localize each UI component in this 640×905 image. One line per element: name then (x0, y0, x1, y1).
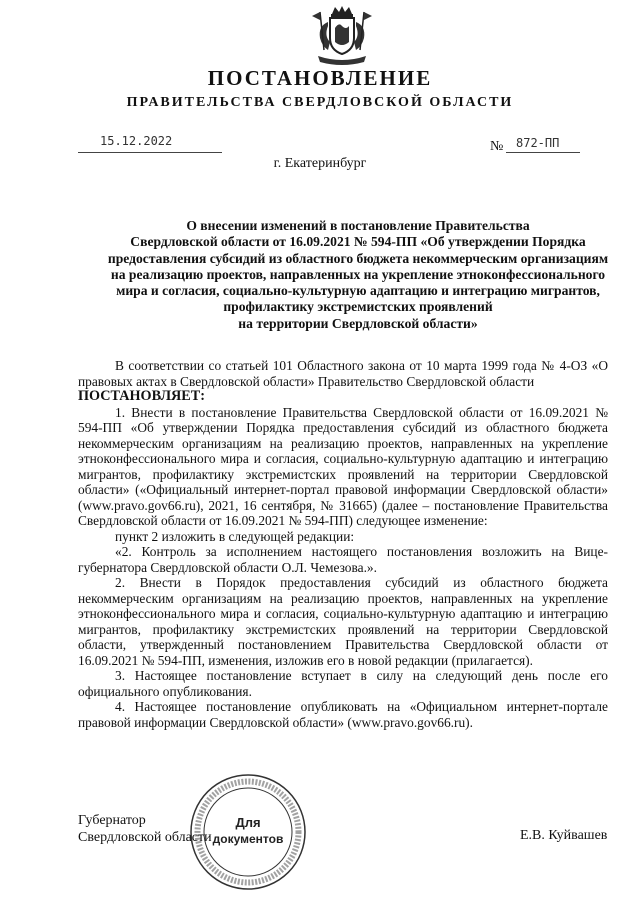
item-1-quote: «2. Контроль за исполнением настоящего постановления возложить на Вице-губернатора Свердловской области О.Л. Чемезова.». (78, 544, 608, 575)
item-3: 3. Настоящее постановление вступает в силу на следующий день после его официального опубликования. (78, 668, 608, 699)
round-stamp-icon (188, 772, 308, 892)
signature-title-line-1: Губернатор (78, 813, 146, 828)
date-underline (78, 152, 222, 153)
coat-of-arms-icon (306, 4, 378, 70)
signature-name: Е.В. Куйвашев (520, 828, 608, 843)
document-type: ПОСТАНОВЛЕНИЕ (207, 66, 433, 90)
item-1-sub: пункт 2 изложить в следующей редакции: (115, 528, 355, 544)
title-line: мира и согласия, социально-культурную адаптацию и интеграцию мигрантов, (116, 283, 600, 299)
stamp-line-2: документов (212, 832, 284, 846)
stamp-line-1: Для (235, 815, 261, 830)
item-2: 2. Внести в Порядок предоставления субсидий из областного бюджета некоммерческим организациям на реализацию проектов, направленных на укрепление этноконфессионального мира и согласия, социально-культурную адаптацию и интеграцию мигрантов, профилактику экстремистских проявлений на территории Свердловской области, утвержденный постановлением Правительства Свердловской области от 16.09.2021 № 594-ПП, изменения, изложив его в новой редакции (прилагается). (78, 575, 608, 668)
title-line: профилактику экстремистских проявлений (223, 299, 493, 315)
document-date: 15.12.2022 (100, 134, 173, 148)
title-line: на территории Свердловской области» (238, 315, 478, 331)
issuer: ПРАВИТЕЛЬСТВА СВЕРДЛОВСКОЙ ОБЛАСТИ (126, 95, 514, 110)
title-line: предоставления субсидий из областного бюджета некоммерческим организациям (107, 250, 609, 266)
title-line: Свердловской области от 16.09.2021 № 594-ПП «Об утверждении Порядка (130, 234, 586, 250)
number-underline (506, 152, 580, 153)
item-4: 4. Настоящее постановление опубликовать на «Официальном интернет-портале правовой информации Свердловской области» (www.pravo.gov66.ru). (78, 699, 608, 730)
city: г. Екатеринбург (273, 156, 367, 171)
document-title (78, 218, 638, 332)
preamble: В соответствии со статьей 101 Областного закона от 10 марта 1999 года № 4-ОЗ «О правовых актах в Свердловской области» Правительство Свердловской области (78, 358, 608, 389)
document-number: 872-ПП (516, 136, 560, 150)
item-1: 1. Внести в постановление Правительства Свердловской области от 16.09.2021 № 594-ПП «Об утверждении Порядка предоставления субсидий из областного бюджета некоммерческим организациям на реализацию проектов, направленных на укрепление этноконфессионального мира и согласия, социально-культурную адаптацию и интеграцию мигрантов, профилактику экстремистских проявлений на территории Свердловской области» («Официальный интернет-портал правовой информации Свердловской области» (www.pravo.gov66.ru), 2021, 16 сентября, № 31665) (далее – постановление Правительства Свердловской области от 16.09.2021 № 594-ПП) следующее изменение: (78, 404, 608, 528)
title-line: на реализацию проектов, направленных на укрепление этноконфессионального (110, 266, 606, 282)
document-body (78, 358, 608, 730)
title-line: О внесении изменений в постановление Правительства (186, 218, 530, 233)
decree-word: ПОСТАНОВЛЯЕТ: (78, 388, 205, 404)
number-label: № (490, 139, 504, 154)
signature-title-line-2: Свердловской области (78, 830, 212, 845)
